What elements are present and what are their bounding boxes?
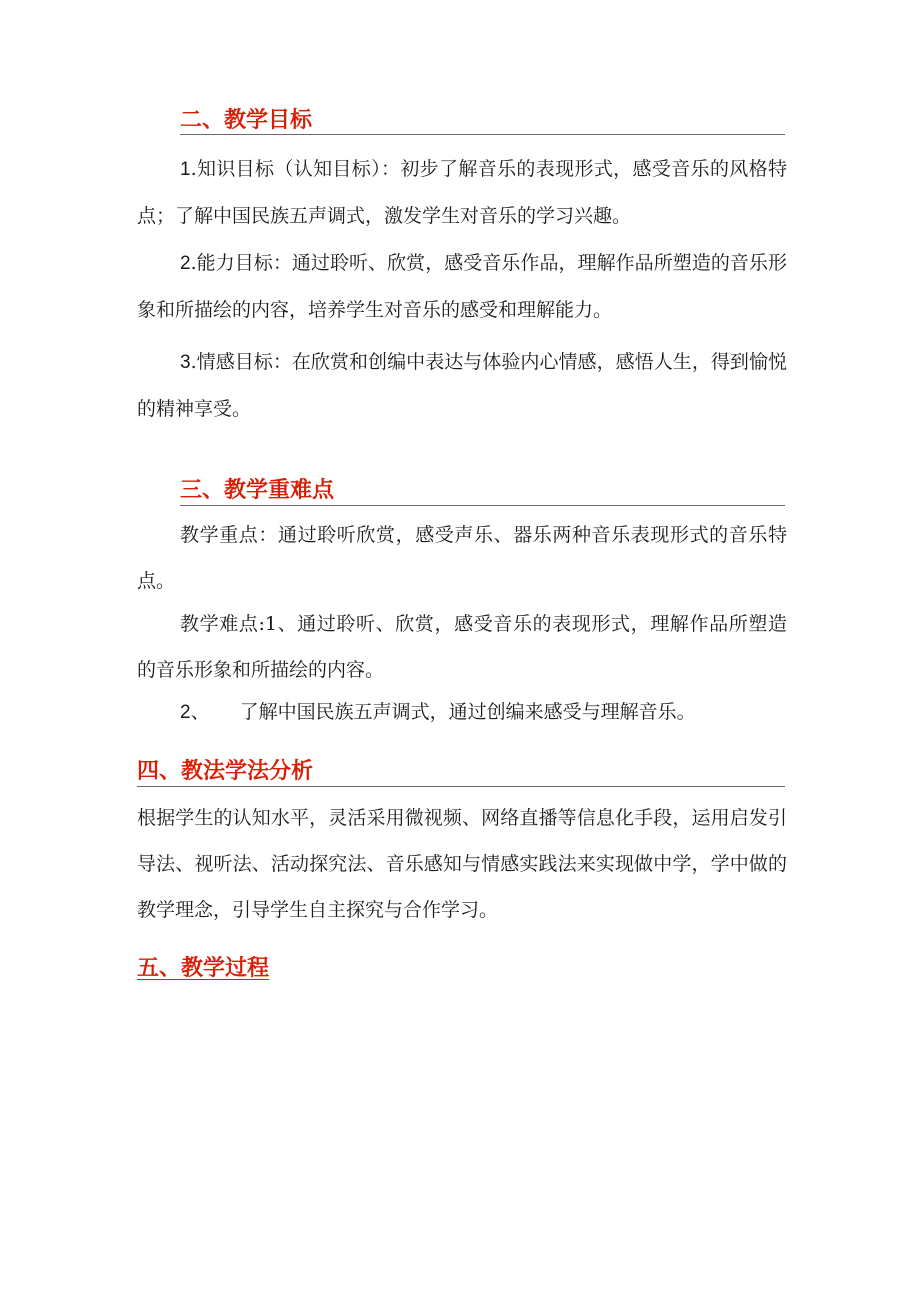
section-heading-key-points: 三、教学重难点	[180, 478, 335, 503]
item-number: 2、	[180, 702, 210, 723]
section-heading-methods: 四、教法学法分析	[137, 759, 314, 784]
objective-item-3	[137, 339, 787, 432]
methods-paragraph: 根据学生的认知水平，灵活采用微视频、网络直播等信息化手段，运用启发引导法、视听法、活动探究法、音乐感知与情感实践法来实现做中学，学中做的教学理念，引导学生自主探究与合作学习。	[137, 807, 787, 921]
objective-item-1	[137, 146, 787, 239]
difficult-point-paragraph: 教学难点:1、通过聆听、欣赏，感受音乐的表现形式，理解作品所塑造的音乐形象和所描绘的内容。	[137, 613, 787, 681]
difficult-item-2	[137, 689, 787, 736]
difficult-text: 1、通过聆听、欣赏，感受音乐的表现形式，理解作品所塑造的音乐形象和所描绘的内容。	[137, 613, 787, 681]
key-point-paragraph: 教学重点：通过聆听欣赏，感受声乐、器乐两种音乐表现形式的音乐特点。	[137, 524, 787, 592]
heading-rule	[180, 505, 785, 506]
item-text: .情感目标：在欣赏和创编中表达与体验内心情感，感悟人生，得到愉悦的精神享受。	[137, 351, 787, 420]
item-number: 3	[180, 352, 191, 373]
section-heading-process: 五、教学过程	[137, 956, 270, 981]
item-number: 2	[180, 253, 191, 274]
section-heading-objectives: 二、教学目标	[180, 108, 313, 133]
objective-item-2	[137, 240, 787, 333]
item-text: 了解中国民族五声调式，通过创编来感受与理解音乐。	[239, 701, 696, 723]
item-text: .能力目标：通过聆听、欣赏，感受音乐作品，理解作品所塑造的音乐形象和所描绘的内容，培养学生对音乐的感受和理解能力。	[137, 252, 787, 321]
heading-rule	[180, 134, 785, 135]
difficult-prefix: 教学难点	[180, 613, 259, 635]
item-number: 1	[180, 159, 191, 180]
item-text: .知识目标（认知目标）：初步了解音乐的表现形式，感受音乐的风格特点；了解中国民族五声调式，激发学生对音乐的学习兴趣。	[137, 158, 787, 227]
heading-rule	[137, 786, 785, 787]
